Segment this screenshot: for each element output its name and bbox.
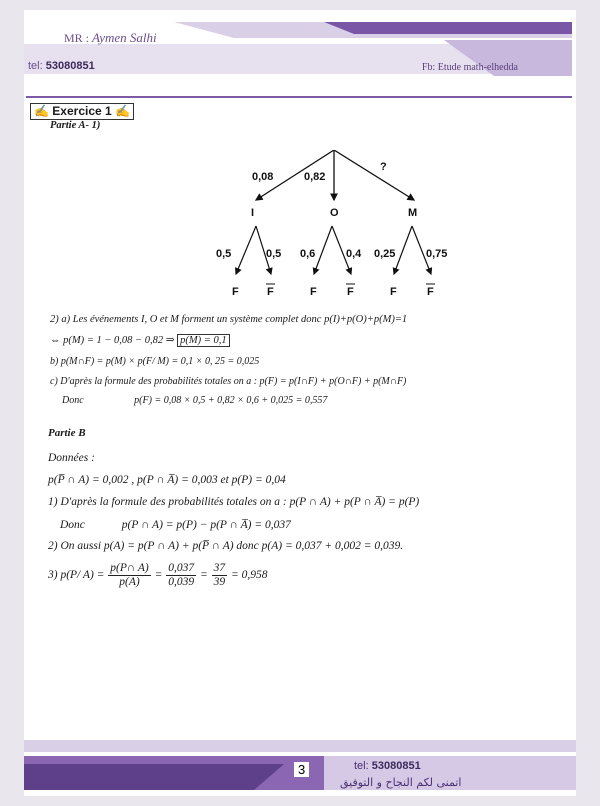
donnees-label: Données : [48, 452, 95, 464]
leaf-F: F [310, 286, 317, 298]
exercise-title-text: Exercice 1 [52, 104, 112, 118]
subprob-1: 0,5 [216, 248, 232, 260]
partie-b-title: Partie B [48, 427, 86, 439]
donc-label: Donc [62, 395, 84, 406]
header-divider [26, 96, 572, 98]
facebook-page: Fb: Etude math-elhedda [421, 62, 518, 73]
tel-label: tel: [354, 760, 369, 772]
node-O: O [330, 207, 339, 219]
subprob-3: 0,6 [300, 248, 316, 260]
answer-b1-value: p(P ∩ A) = p(P) − p(P ∩ A̅) = 0,037 [121, 519, 291, 531]
answer-2b: b) p(M∩F) = p(M) × p(F/ M) = 0,1 × 0, 25 = 0,025 [50, 356, 260, 367]
answer-b3-result: = 0,958 [231, 569, 268, 582]
leaf-F-bar: F [267, 286, 274, 298]
prob-O: 0,82 [304, 171, 326, 183]
answer-2a-calc-text: ⇔ p(M) = 1 − 0,08 − 0,82 ⇒ [50, 335, 175, 346]
arabic-wish: اتمنى لكم النجاح و التوفيق [340, 776, 462, 789]
subprob-4: 0,4 [346, 248, 362, 260]
fraction-2 [166, 562, 196, 589]
node-I: I [251, 207, 255, 219]
subprob-2: 0,5 [266, 248, 282, 260]
page-number: 3 [294, 762, 309, 777]
answer-2a: 2) a) Les événements I, O et M forment un système complet donc p(I)+p(O)+p(M)=1 [50, 314, 408, 325]
answer-b1: 1) D'après la formule des probabilités totales on a : p(P ∩ A) + p(P ∩ A̅) = p(P) [48, 496, 420, 508]
probability-tree [174, 150, 474, 300]
answer-b3 [48, 562, 268, 589]
exercise-title [30, 103, 134, 120]
tel-number: 53080851 [371, 760, 421, 772]
donnees-values: p(P̅ ∩ A) = 0,002 , p(P ∩ A̅) = 0,003 et p(P) = 0,04 [48, 474, 286, 486]
document-page [24, 10, 576, 796]
answer-2c-value: p(F) = 0,08 × 0,5 + 0,82 × 0,6 + 0,025 = 0,557 [134, 395, 328, 406]
leaf-F: F [390, 286, 397, 298]
answer-b2: 2) On aussi p(A) = p(P ∩ A) + p(P̅ ∩ A) donc p(A) = 0,037 + 0,002 = 0,039. [48, 540, 404, 552]
teacher [64, 30, 157, 46]
leaf-F-bar: F [347, 286, 354, 298]
answer-2a-calc [50, 334, 230, 346]
node-M: M [408, 207, 418, 219]
tel-top [28, 60, 95, 72]
header-band [24, 16, 572, 80]
fraction-1-num: p(P∩ A) [110, 562, 149, 574]
prob-M: ? [380, 161, 387, 173]
fraction-1 [108, 562, 150, 589]
pencil-icon: ✍ [115, 104, 130, 118]
answer-b3-label: 3) p(P/ A) = [48, 569, 105, 582]
subprob-5: 0,25 [374, 248, 396, 260]
answer-2c-result [50, 395, 327, 406]
fraction-1-den: p(A) [119, 576, 140, 588]
branch-root-M [334, 150, 414, 200]
leaf-F-bar: F [427, 286, 434, 298]
fraction-2-num: 0,037 [168, 562, 195, 574]
fraction-3-den: 39 [213, 576, 226, 588]
subprob-6: 0,75 [426, 248, 448, 260]
answer-b1-result [48, 519, 291, 531]
leaf-F: F [232, 286, 239, 298]
tel-label: tel: [28, 60, 43, 72]
donc-label: Donc [60, 519, 85, 531]
fraction-2-den: 0,039 [168, 576, 195, 588]
teacher-name: Aymen Salhi [92, 30, 157, 45]
equals-sign: = [200, 569, 208, 582]
fraction-3 [212, 562, 228, 589]
partie-a-label: Partie A- 1) [50, 120, 101, 131]
teacher-label: MR : [64, 31, 90, 45]
equals-sign: = [154, 569, 163, 582]
pencil-icon: ✍ [34, 104, 49, 118]
tel-number: 53080851 [45, 60, 95, 72]
answer-2c: c) D'après la formule des probabilités totales on a : p(F) = p(I∩F) + p(O∩F) + p(M∩F) [50, 376, 407, 387]
tel-bottom [354, 760, 421, 772]
prob-I: 0,08 [252, 171, 274, 183]
answer-2a-result: p(M) = 0,1 [177, 334, 229, 347]
fraction-3-num: 37 [213, 562, 226, 574]
